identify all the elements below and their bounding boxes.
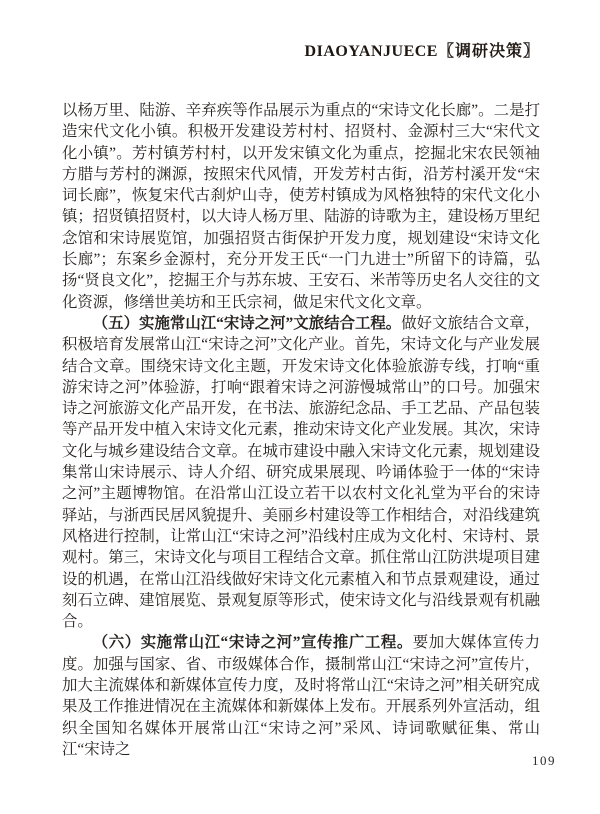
paragraph-section-6 bbox=[62, 632, 540, 760]
paragraph-lead: （六）实施常山江“宋诗之河”宣传推广工程。 bbox=[92, 634, 413, 652]
journal-name-latin: DIAOYANJUECE bbox=[304, 43, 438, 60]
paragraph-continuation bbox=[62, 100, 540, 313]
paragraph-body: 做好文旅结合文章，积极培育发展常山江“宋诗之河”文化产业。首先，宋诗文化与产业发展结合文章。围绕宋诗文化主题，开发宋诗文化体验旅游专线，打响“重游宋诗之河”体验游，打响“跟着宋诗之河游慢城常山”的口号。加强宋诗之河旅游文化产品开发，在书法、旅游纪念品、手工艺品、产品包装等产品开发中植入宋诗文化元素，推动宋诗文化产业发展。其次，宋诗文化与城乡建设结合文章。在城市建设中融入宋诗文化元素，规划建设集常山宋诗展示、诗人介绍、研究成果展现、吟诵体验于一体的“宋诗之河”主题博物馆。在沿常山江设立若干以农村文化礼堂为平台的宋诗驿站，与浙西民居风貌提升、美丽乡村建设等工作相结合，对沿线建筑风格进行控制，让常山江“宋诗之河”沿线村庄成为文化村、宋诗村、景观村。第三，宋诗文化与项目工程结合文章。抓住常山江防洪堤项目建设的机遇，在常山江沿线做好宋诗文化元素植入和节点景观建设，通过刻石立碑、建馆展览、景观复原等形式，使宋诗文化与沿线景观有机融合。 bbox=[62, 314, 540, 631]
paragraph-lead: （五）实施常山江“宋诗之河”文旅结合工程。 bbox=[92, 314, 402, 332]
page-number: 109 bbox=[532, 753, 556, 768]
paragraph-body: 以杨万里、陆游、辛弃疾等作品展示为重点的“宋诗文化长廊”。二是打造宋代文化小镇。积极开发建设芳村村、招贤村、金源村三大“宋代文化小镇”。芳村镇芳村村，以开发宋镇文化为重点，挖掘北宋农民领袖方腊与芳村的渊源，按照宋代风情，开发芳村古街，沿芳村溪开发“宋词长廊”，恢复宋代古刹炉山寺，使芳村镇成为风格独特的宋代文化小镇；招贤镇招贤村，以大诗人杨万里、陆游的诗歌为主，建设杨万里纪念馆和宋诗展览馆，加强招贤古街保护开发力度，规划建设“宋诗文化长廊”；东案乡金源村，充分开发王氏“一门九进士”所留下的诗篇，弘扬“贤良文化”，挖掘王介与苏东坡、王安石、米芾等历史名人交往的文化资源，修缮世美坊和王氏宗祠，做足宋代文化文章。 bbox=[62, 102, 540, 311]
paragraph-body: 要加大媒体宣传力度。加强与国家、省、市级媒体合作，摄制常山江“宋诗之河”宣传片，加大主流媒体和新媒体宣传力度，及时将常山江“宋诗之河”相关研究成果及工作推进情况在主流媒体和新媒体上发布。开展系列外宣活动，组织全国知名媒体开展常山江“宋诗之河”采风、诗词歌赋征集、常山江“宋诗之 bbox=[62, 634, 540, 758]
running-head bbox=[305, 38, 540, 61]
journal-name-chinese: 〖调研决策〗 bbox=[437, 43, 540, 60]
body-text bbox=[62, 100, 540, 760]
paragraph-section-5 bbox=[62, 313, 540, 632]
